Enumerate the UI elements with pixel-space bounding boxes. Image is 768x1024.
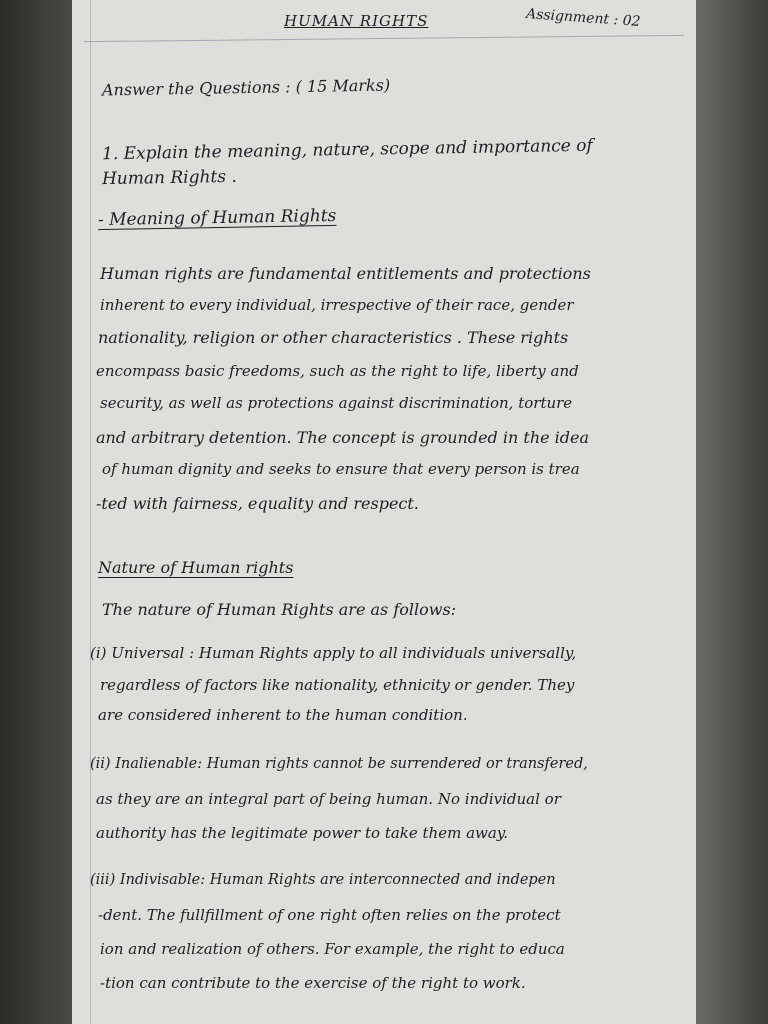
indivisible-line: ion and realization of others. For example, the right to educa	[100, 940, 565, 958]
paragraph-line: inherent to every individual, irrespective of their race, gender	[100, 296, 574, 314]
question-line: 1. Explain the meaning, nature, scope and importance of	[101, 135, 593, 165]
paragraph-line: encompass basic freedoms, such as the right to life, liberty and	[96, 362, 579, 380]
header-rule	[84, 35, 684, 42]
inalienable-line: authority has the legitimate power to take them away.	[96, 824, 509, 842]
paragraph-line: of human dignity and seeks to ensure that every person is trea	[102, 460, 580, 478]
paragraph-line: and arbitrary detention. The concept is grounded in the idea	[96, 428, 590, 447]
inalienable-line: as they are an integral part of being human. No individual or	[96, 790, 561, 808]
background-left-edge	[0, 0, 72, 1024]
universal-line: (i) Universal : Human Rights apply to all individuals universally,	[90, 644, 577, 662]
meaning-heading: - Meaning of Human Rights	[97, 205, 337, 231]
question-line: Human Rights .	[101, 166, 237, 190]
paragraph-line: -ted with fairness, equality and respect.	[96, 494, 419, 513]
nature-intro: The nature of Human Rights are as follows:	[102, 600, 457, 619]
indivisible-line: -tion can contribute to the exercise of the right to work.	[100, 974, 526, 992]
page-title: HUMAN RIGHTS	[284, 12, 429, 30]
universal-line: are considered inherent to the human condition.	[98, 706, 468, 724]
indivisible-line: (iii) Indivisable: Human Rights are interconnected and indepen	[90, 872, 556, 888]
paragraph-line: nationality, religion or other characteristics . These rights	[98, 328, 569, 347]
notebook-page	[72, 0, 696, 1024]
indivisible-line: -dent. The fullfillment of one right often relies on the protect	[98, 906, 561, 924]
inalienable-line: (ii) Inalienable: Human rights cannot be surrendered or transfered,	[90, 756, 588, 772]
assignment-number: Assignment : 02	[525, 6, 641, 30]
paragraph-line: security, as well as protections against discrimination, torture	[100, 394, 573, 412]
background-right-edge	[696, 0, 768, 1024]
nature-heading: Nature of Human rights	[98, 558, 294, 577]
margin-line	[90, 0, 91, 1024]
universal-line: regardless of factors like nationality, ethnicity or gender. They	[100, 676, 575, 694]
paragraph-line: Human rights are fundamental entitlements and protections	[100, 264, 591, 283]
intro-text: Answer the Questions : ( 15 Marks)	[101, 75, 391, 100]
